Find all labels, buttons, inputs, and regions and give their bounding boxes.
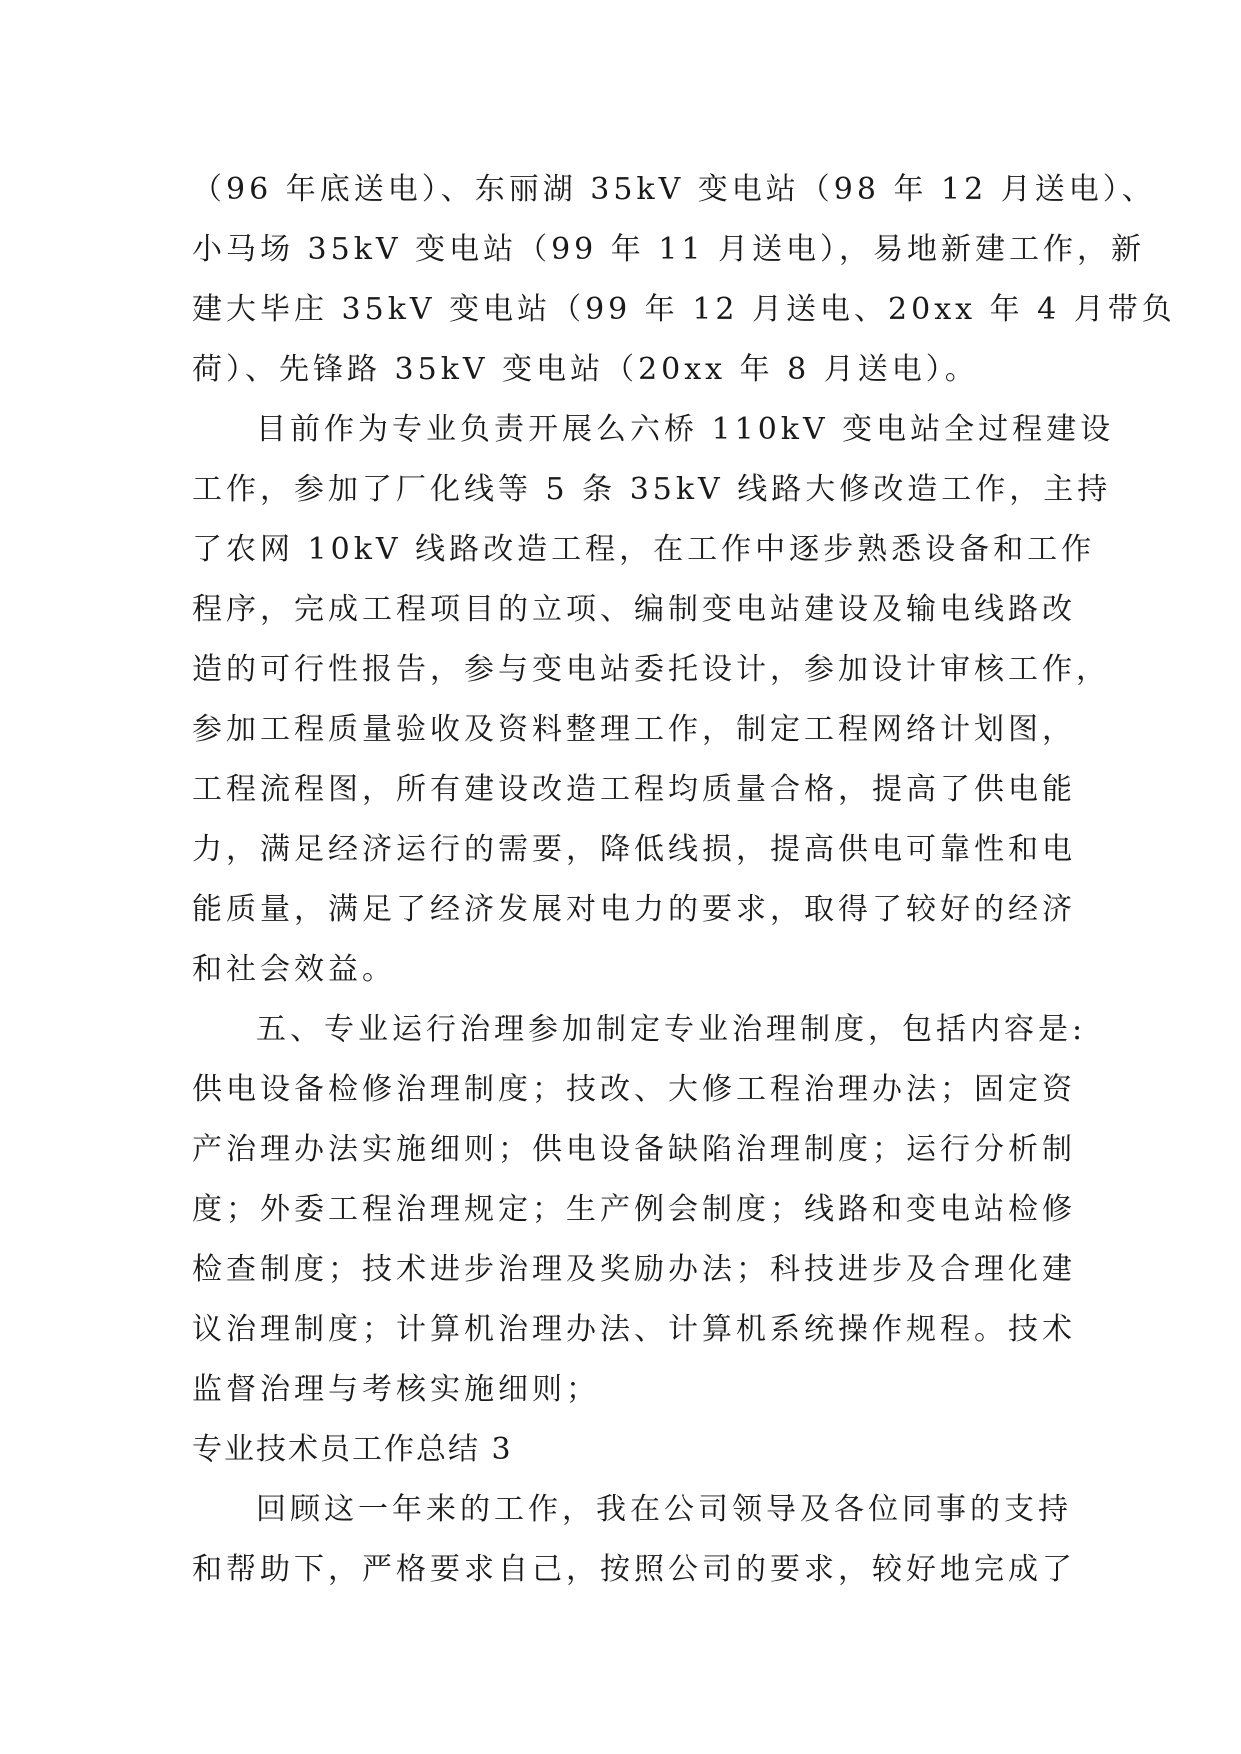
text-line: 建大毕庄 35kV 变电站（99 年 12 月送电、20xx 年 4 月带负	[192, 292, 1176, 327]
paragraph-current-work	[192, 400, 1115, 1000]
text-line: 和帮助下，严格要求自己，按照公司的要求，较好地完成了	[192, 1552, 1076, 1587]
text-line: 和社会效益。	[192, 952, 396, 987]
text-line: 检查制度；技术进步治理及奖励办法；科技进步及合理化建	[192, 1252, 1076, 1287]
text-line: 工作，参加了厂化线等 5 条 35kV 线路大修改造工作，主持	[192, 472, 1112, 507]
paragraph-substation-list	[192, 160, 1176, 400]
text-line: 程序，完成工程项目的立项、编制变电站建设及输电线路改	[192, 592, 1076, 627]
text-line: 造的可行性报告，参与变电站委托设计，参加设计审核工作，	[192, 652, 1110, 687]
text-line: 小马场 35kV 变电站（99 年 11 月送电），易地新建工作，新	[192, 232, 1146, 267]
heading-text: 专业技术员工作总结 3	[192, 1432, 513, 1467]
text-line: 荷）、先锋路 35kV 变电站（20xx 年 8 月送电）。	[192, 352, 979, 387]
text-line: 议治理制度；计算机治理办法、计算机系统操作规程。技术	[192, 1312, 1076, 1347]
text-line: 工程流程图，所有建设改造工程均质量合格，提高了供电能	[192, 772, 1076, 807]
paragraph-year-review	[192, 1480, 1076, 1600]
text-line: 供电设备检修治理制度；技改、大修工程治理办法；固定资	[192, 1072, 1076, 1107]
text-line: 监督治理与考核实施细则；	[192, 1372, 600, 1407]
text-line: 能质量，满足了经济发展对电力的要求，取得了较好的经济	[192, 892, 1076, 927]
text-line: 参加工程质量验收及资料整理工作，制定工程网络计划图，	[192, 712, 1076, 747]
text-line: 了农网 10kV 线路改造工程，在工作中逐步熟悉设备和工作	[192, 532, 1096, 567]
text-line: 回顾这一年来的工作，我在公司领导及各位同事的支持	[256, 1492, 1072, 1527]
text-line: 度；外委工程治理规定；生产例会制度；线路和变电站检修	[192, 1192, 1076, 1227]
document-body	[192, 160, 1176, 1600]
text-line: 产治理办法实施细则；供电设备缺陷治理制度；运行分析制	[192, 1132, 1076, 1167]
text-line: （96 年底送电）、东丽湖 35kV 变电站（98 年 12 月送电）、	[192, 172, 1156, 207]
paragraph-operation-management	[192, 1000, 1087, 1420]
text-line: 五、专业运行治理参加制定专业治理制度，包括内容是:	[256, 1012, 1087, 1047]
section-heading	[192, 1420, 1062, 1480]
text-line: 目前作为专业负责开展么六桥 110kV 变电站全过程建设	[256, 412, 1115, 447]
text-line: 力，满足经济运行的需要，降低线损，提高供电可靠性和电	[192, 832, 1076, 867]
